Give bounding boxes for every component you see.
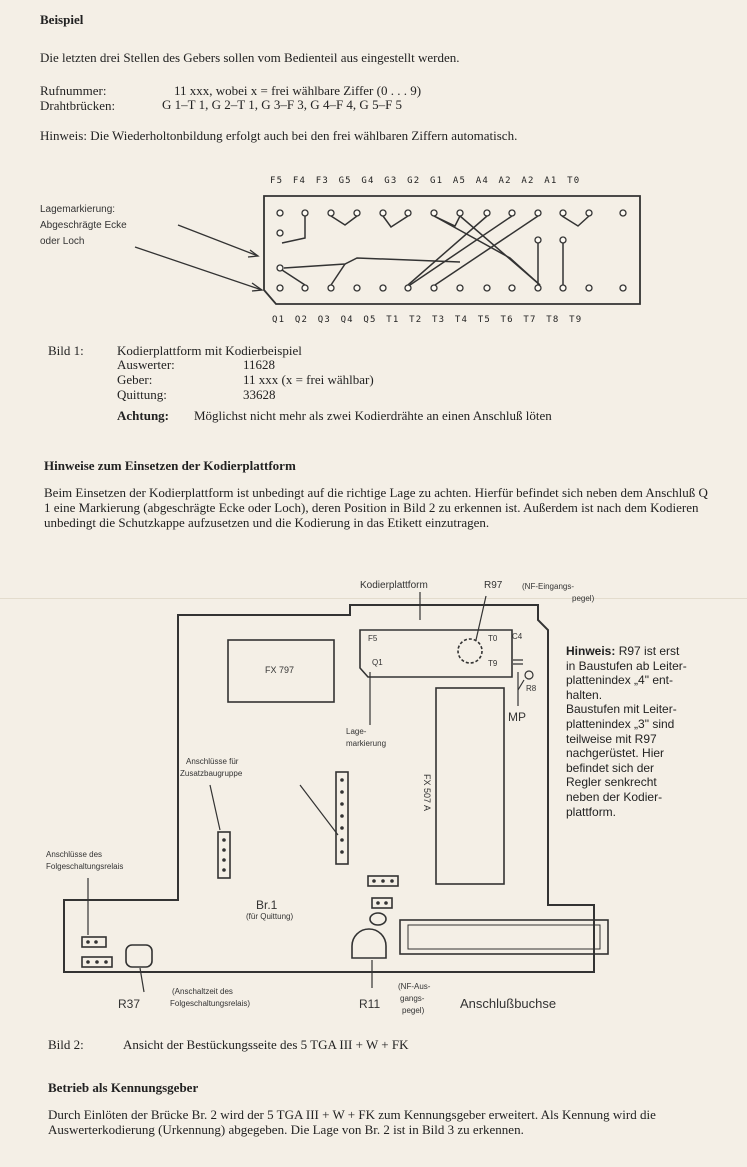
achtung-text: Möglichst nicht mehr als zwei Kodierdrähte an einen Anschluß löten [194, 408, 552, 423]
hinweis-line: plattenindex „3" sind [566, 716, 675, 731]
geber-label: Geber: [117, 372, 153, 387]
br1-pad [370, 913, 386, 925]
bild2-caption-label: Bild 2: [48, 1037, 84, 1052]
br1-label: Br.1 [256, 898, 278, 912]
beispiel-heading: Beispiel [40, 12, 84, 27]
t0-label: T0 [488, 634, 498, 643]
beispiel-intro: Die letzten drei Stellen des Gebers sollen vom Bedienteil aus eingestellt werden. [40, 50, 460, 65]
bottom-pin-labels: Q1 Q2 Q3 Q4 Q5 T1 T2 T3 T4 T5 T6 T7 T8 T9 [272, 315, 583, 325]
nf-ausgang-label-3: pegel) [402, 1006, 425, 1015]
quittung-value: 33628 [243, 387, 276, 402]
anschaltzeit-label-2: Folgeschaltungsrelais) [170, 999, 251, 1008]
hinweis-line: Baustufen mit Leiter- [566, 702, 677, 717]
geber-value: 11 xxx (x = frei wählbar) [243, 372, 374, 387]
lagemarkierung-label-2b: markierung [346, 739, 387, 748]
bild2-hinweis-title: Hinweis: [566, 644, 616, 658]
hinweis-line: nachgerüstet. Hier [566, 746, 665, 761]
betrieb-text: Durch Einlöten der Brücke Br. 2 wird der 5 TGA III + W + FK zum Kennungsgeber erweitert. Als Kennung wird die Auswerterkodierung (Urkennung) abgegeben. Die Lage von Br. 2 ist in Bild 3 zu erkennen. [48, 1107, 656, 1137]
hinweis-line: halten. [566, 687, 603, 702]
q1-label: Q1 [372, 658, 383, 667]
achtung-label: Achtung: [117, 408, 170, 423]
nf-ausgang-label: (NF-Aus- [398, 982, 431, 991]
t9-label: T9 [488, 659, 498, 668]
r97-label: R97 [484, 580, 503, 591]
hinweis-line: Regler senkrecht [566, 775, 657, 790]
r37-label: R37 [118, 997, 141, 1011]
r11-trimmer [352, 929, 386, 958]
r11-label: R11 [359, 997, 381, 1011]
rufnummer-value: 11 xxx, wobei x = frei wählbare Ziffer (0 . . . 9) [174, 83, 422, 98]
drahtbruecken-label: Drahtbrücken: [40, 98, 116, 113]
folgeschaltung-label: Anschlüsse des [46, 850, 103, 859]
fx507a-chip [436, 688, 504, 884]
r8-label: R8 [526, 684, 537, 693]
zusatz-label-2: Zusatzbaugruppe [180, 769, 243, 778]
bild2-caption: Ansicht der Bestückungsseite des 5 TGA III + W + FK [123, 1037, 409, 1052]
nf-eingang-label-2: pegel) [572, 594, 595, 603]
f5-label: F5 [368, 634, 378, 643]
lagemarkierung-label-2: Lage- [346, 727, 367, 736]
hinweis-line: plattenindex „4" ent- [566, 673, 673, 688]
hinweis-line: in Baustufen ab Leiter- [566, 658, 687, 673]
auswerter-value: 11628 [243, 357, 276, 372]
br1-jumper [372, 898, 392, 908]
r37-trimmer [126, 945, 152, 967]
fx507a-label: FX 507 A [422, 774, 432, 812]
hinweis-line: neben der Kodier- [566, 789, 663, 804]
anschlussbuchse-label: Anschlußbuchse [460, 996, 557, 1011]
lagemarkierung-line3: oder Loch [40, 236, 85, 247]
anschaltzeit-label: (Anschaltzeit des [172, 987, 233, 996]
kodierplattform-label: Kodierplattform [360, 580, 428, 591]
folgeschaltung-label-2: Folgeschaltungsrelais [46, 862, 124, 871]
folgeschaltung-jumper [82, 937, 106, 947]
br1-sublabel: (für Quittung) [246, 912, 294, 921]
rufnummer-label: Rufnummer: [40, 83, 107, 98]
einsetzen-text: Beim Einsetzen der Kodierplattform ist unbedingt auf die richtige Lage zu achten. Hierfür befindet sich neben dem Anschluß Q 1 eine Markierung (abgeschrägte Ecke oder Loch), deren Position in Bild 2 zu erkennen ist. Außerdem ist nach dem Kodieren unbedingt die Schutzkappe aufzusetzen und die Kodierung in das Etikett einzutragen. [44, 485, 708, 530]
beispiel-hinweis: Hinweis: Die Wiederholtonbildung erfolgt auch bei den frei wählbaren Ziffern automatisch. [40, 128, 518, 143]
quittung-label: Quittung: [117, 387, 167, 402]
nf-eingang-label: (NF-Eingangs- [522, 582, 575, 591]
bild1-caption: Kodierplattform mit Kodierbeispiel [117, 343, 302, 358]
einsetzen-heading: Hinweise zum Einsetzen der Kodierplattform [44, 458, 296, 473]
r97-position [458, 639, 482, 663]
auswerter-label: Auswerter: [117, 357, 175, 372]
zusatz-label: Anschlüsse für [186, 757, 239, 766]
bild2-hinweis [566, 644, 742, 819]
hinweis-line: teilweise mit R97 [566, 731, 657, 746]
nf-ausgang-label-2: gangs- [400, 994, 425, 1003]
fx797-label: FX 797 [265, 665, 295, 675]
drahtbruecken-value: G 1–T 1, G 2–T 1, G 3–F 3, G 4–F 4, G 5–F 5 [162, 97, 403, 112]
top-pin-labels: F5 F4 F3 G5 G4 G3 G2 G1 A5 A4 A2 A2 A1 T0 [270, 176, 581, 186]
hinweis-line: befindet sich der [566, 760, 655, 775]
bild1-caption-label: Bild 1: [48, 343, 84, 358]
c4-label: C4 [512, 632, 523, 641]
hinweis-line: plattform. [566, 804, 617, 819]
lagemarkierung-line2: Abgeschrägte Ecke [40, 220, 127, 231]
lagemarkierung-label: Lagemarkierung: [40, 204, 116, 215]
betrieb-heading: Betrieb als Kennungsgeber [48, 1080, 199, 1095]
mp-label: MP [508, 710, 526, 724]
hinweis-line: R97 ist erst [618, 644, 680, 658]
